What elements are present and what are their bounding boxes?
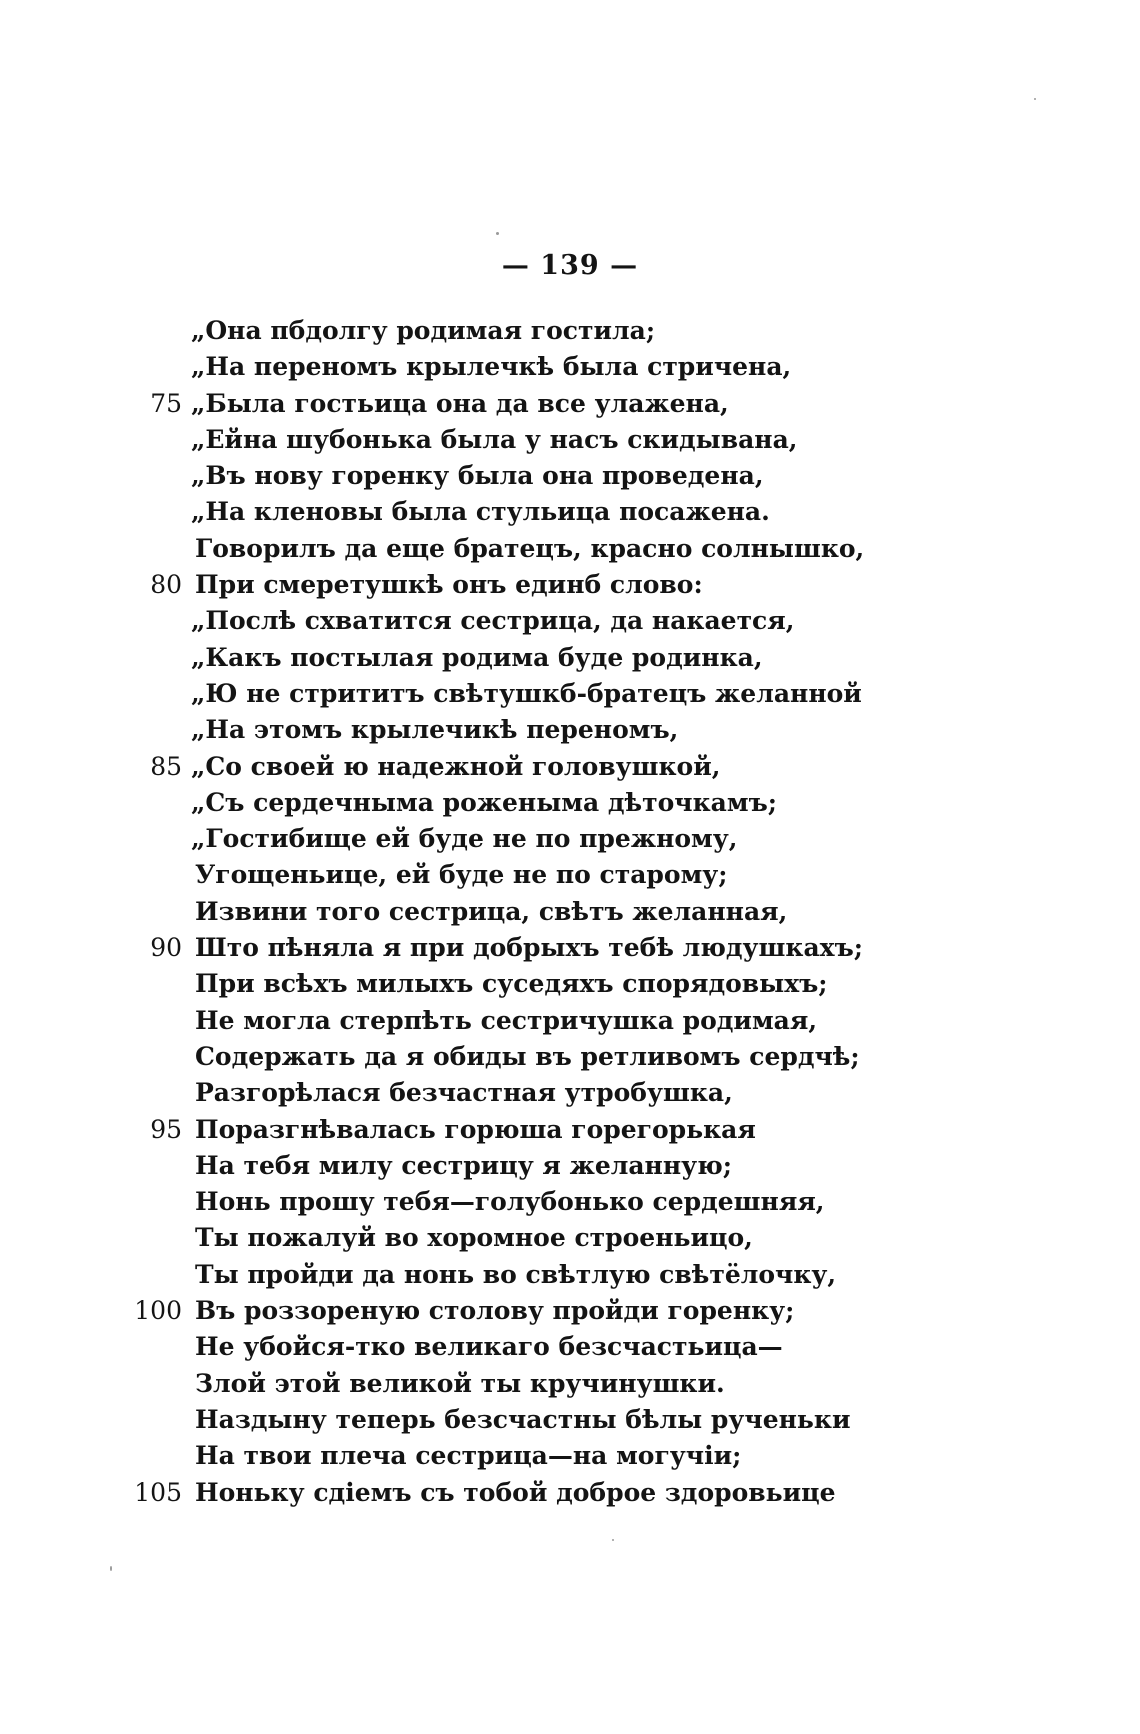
verse-line	[0, 1438, 1140, 1474]
verse-line	[0, 821, 1140, 857]
verse-line	[0, 749, 1140, 785]
print-speck	[612, 1539, 614, 1541]
verse-line	[0, 712, 1140, 748]
verse-line	[0, 894, 1140, 930]
line-text: „Была гостьица она да все улажена,	[191, 388, 729, 418]
verse-line	[0, 1475, 1140, 1511]
verse-line	[0, 966, 1140, 1002]
verse-line	[0, 1075, 1140, 1111]
verse-line	[0, 1257, 1140, 1293]
verse-line	[0, 422, 1140, 458]
line-text: Што пѣняла я при добрыхъ тебѣ людушкахъ;	[195, 933, 863, 963]
line-number: 85	[150, 751, 182, 781]
line-text: „Со своей ю надежной головушкой,	[191, 751, 721, 781]
line-text: Говорилъ да еще братецъ, красно солнышко,	[195, 533, 865, 563]
verse-line	[0, 1220, 1140, 1256]
line-text: Не могла стерпѣть сестричушка родимая,	[195, 1005, 818, 1035]
verse-line	[0, 640, 1140, 676]
line-text: „На кленовы была стульица посажена.	[191, 497, 770, 527]
line-text: Разгорѣлася безчастная утробушка,	[195, 1078, 733, 1108]
verse-line	[0, 1184, 1140, 1220]
verse-line	[0, 1003, 1140, 1039]
page-number: — 139 —	[501, 250, 639, 281]
verse-line	[0, 531, 1140, 567]
verse-line	[0, 386, 1140, 422]
line-text: Ты пожалуй во хоромное строеньицо,	[195, 1223, 753, 1253]
verse-line	[0, 603, 1140, 639]
poem-verse	[0, 313, 1140, 1511]
verse-line	[0, 785, 1140, 821]
line-text: „Съ сердечныма роженыма дѣточкамъ;	[191, 787, 777, 817]
line-text: Въ роззореную столову пройди горенку;	[195, 1296, 795, 1326]
print-speck	[1034, 98, 1036, 100]
verse-line	[0, 349, 1140, 385]
line-text: „Ю не стрититъ свѣтушкб-братецъ желанной	[191, 678, 862, 708]
line-text: Нонь прошу тебя—голубонько сердешняя,	[195, 1187, 825, 1217]
line-text: Поразгнѣвалась горюша горегорькая	[195, 1114, 756, 1144]
line-number: 75	[150, 388, 182, 418]
line-text: На тебя милу сестрицу я желанную;	[195, 1150, 733, 1180]
line-text: Содержать да я обиды въ ретливомъ сердчѣ;	[195, 1041, 860, 1071]
verse-line	[0, 313, 1140, 349]
print-speck	[110, 1566, 112, 1571]
line-text: „Ейна шубонька была у насъ скидывана,	[191, 424, 798, 454]
verse-line	[0, 567, 1140, 603]
line-number: 95	[150, 1114, 182, 1144]
line-text: Ноньку сдіемъ съ тобой доброе здоровьице	[195, 1477, 836, 1507]
line-text: Извини того сестрица, свѣтъ желанная,	[195, 896, 788, 926]
line-number: 105	[134, 1477, 182, 1507]
verse-line	[0, 494, 1140, 530]
verse-line	[0, 1366, 1140, 1402]
line-text: На твои плеча сестрица—на могучіи;	[195, 1441, 742, 1471]
verse-line	[0, 1402, 1140, 1438]
line-text: Наздыну теперь безсчастны бѣлы рученьки	[195, 1404, 851, 1434]
line-text: „Гостибище ей буде не по прежному,	[191, 824, 738, 854]
line-text: „Она пбдолгу родимая гостила;	[191, 316, 656, 345]
line-text: „Какъ постылая родима буде родинка,	[191, 642, 763, 672]
line-text: Ты пройди да нонь во свѣтлую свѣтёлочку,	[195, 1259, 837, 1289]
print-speck	[496, 232, 499, 235]
verse-line	[0, 1148, 1140, 1184]
line-number: 100	[134, 1296, 182, 1326]
verse-line	[0, 857, 1140, 893]
verse-line	[0, 1329, 1140, 1365]
verse-line	[0, 458, 1140, 494]
verse-line	[0, 1039, 1140, 1075]
line-text: При всѣхъ милыхъ суседяхъ спорядовыхъ;	[195, 969, 828, 999]
verse-line	[0, 930, 1140, 966]
verse-line	[0, 1112, 1140, 1148]
line-number: 80	[150, 570, 182, 600]
verse-line	[0, 1293, 1140, 1329]
line-text: „Послѣ схватится сестрица, да накается,	[191, 606, 795, 636]
line-text: Злой этой великой ты кручинушки.	[195, 1368, 725, 1398]
line-text: „На переномъ крылечкѣ была стричена,	[191, 352, 792, 382]
verse-line	[0, 676, 1140, 712]
line-text: Не убойся-тко великаго безсчастьица—	[195, 1332, 783, 1362]
line-number: 90	[150, 933, 182, 963]
line-text: „На этомъ крылечикѣ переномъ,	[191, 715, 679, 745]
line-text: Угощеньице, ей буде не по старому;	[195, 860, 728, 890]
line-text: „Въ нову горенку была она проведена,	[191, 461, 764, 491]
line-text: При смеретушкѣ онъ единб слово:	[195, 570, 703, 600]
